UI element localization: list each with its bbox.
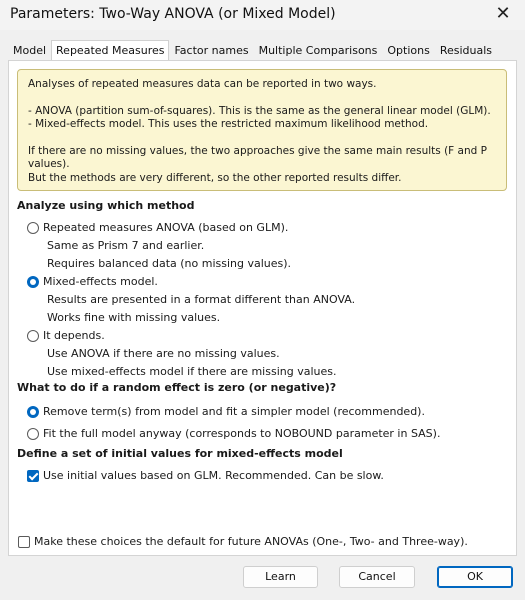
radio-button-icon[interactable]: [27, 330, 39, 342]
info-box: [17, 69, 507, 191]
tab-model[interactable]: Model: [13, 44, 47, 57]
option-note: Same as Prism 7 and earlier.: [47, 239, 205, 252]
radio-button-icon[interactable]: [27, 222, 39, 234]
ok-button[interactable]: OK: [437, 566, 513, 588]
radio-remove-terms[interactable]: [27, 405, 425, 418]
cancel-button[interactable]: Cancel: [339, 566, 415, 588]
info-text: - Mixed-effects model. This uses the restricted maximum likelihood method.: [28, 118, 429, 130]
checkbox-checked-icon[interactable]: [27, 470, 39, 482]
tab-multiple-comparisons[interactable]: Multiple Comparisons: [258, 44, 378, 57]
radio-button-icon[interactable]: [27, 428, 39, 440]
info-text: Analyses of repeated measures data can be reported in two ways.: [28, 78, 377, 90]
radio-it-depends[interactable]: [27, 329, 105, 342]
checkbox-label[interactable]: Use initial values based on GLM. Recommended. Can be slow.: [43, 469, 384, 482]
checkbox-initial-values-glm[interactable]: [27, 469, 384, 482]
window-title: Parameters: Two-Way ANOVA (or Mixed Model): [10, 6, 336, 22]
info-text: - ANOVA (partition sum-of-squares). This is the same as the general linear model (GLM).: [28, 104, 491, 117]
section-heading-random-effect: What to do if a random effect is zero (or negative)?: [17, 381, 337, 394]
radio-mixed-effects-model[interactable]: [27, 275, 158, 288]
option-note: Requires balanced data (no missing values).: [47, 257, 292, 270]
tab-repeated-measures[interactable]: Repeated Measures: [51, 40, 169, 61]
radio-label[interactable]: Remove term(s) from model and fit a simpler model (recommended).: [43, 405, 425, 418]
close-icon[interactable]: ✕: [495, 3, 511, 24]
tab-options[interactable]: Options: [387, 44, 430, 57]
tab-factor-names[interactable]: Factor names: [174, 44, 249, 57]
tab-panel: [8, 60, 517, 556]
title-bar: [0, 0, 525, 30]
radio-repeated-measures-anova[interactable]: [27, 221, 288, 234]
checkbox-label[interactable]: Make these choices the default for future ANOVAs (One-, Two- and Three-way).: [34, 535, 468, 548]
radio-button-selected-icon[interactable]: [27, 276, 39, 288]
radio-fit-full-model[interactable]: [27, 427, 440, 440]
radio-label[interactable]: It depends.: [43, 329, 105, 342]
radio-label[interactable]: Repeated measures ANOVA (based on GLM).: [43, 221, 289, 234]
tab-residuals[interactable]: Residuals: [439, 44, 493, 57]
option-note: Results are presented in a format different than ANOVA.: [47, 293, 356, 306]
radio-button-selected-icon[interactable]: [27, 406, 39, 418]
info-text: But the methods are very different, so the other reported results differ.: [28, 171, 402, 184]
checkbox-make-default[interactable]: [18, 535, 468, 548]
option-note: Use ANOVA if there are no missing values.: [47, 347, 280, 360]
radio-label[interactable]: Fit the full model anyway (corresponds to NOBOUND parameter in SAS).: [43, 427, 441, 440]
radio-label[interactable]: Mixed-effects model.: [43, 275, 158, 288]
option-note: Use mixed-effects model if there are missing values.: [47, 365, 337, 378]
info-text: If there are no missing values, the two approaches give the same main results (F and P values).: [28, 144, 487, 170]
learn-button[interactable]: Learn: [243, 566, 318, 588]
tab-strip: [8, 40, 497, 60]
section-heading-initial-values: Define a set of initial values for mixed-effects model: [17, 447, 343, 460]
section-heading-method: Analyze using which method: [17, 199, 195, 212]
option-note: Works fine with missing values.: [47, 311, 221, 324]
checkbox-icon[interactable]: [18, 536, 30, 548]
